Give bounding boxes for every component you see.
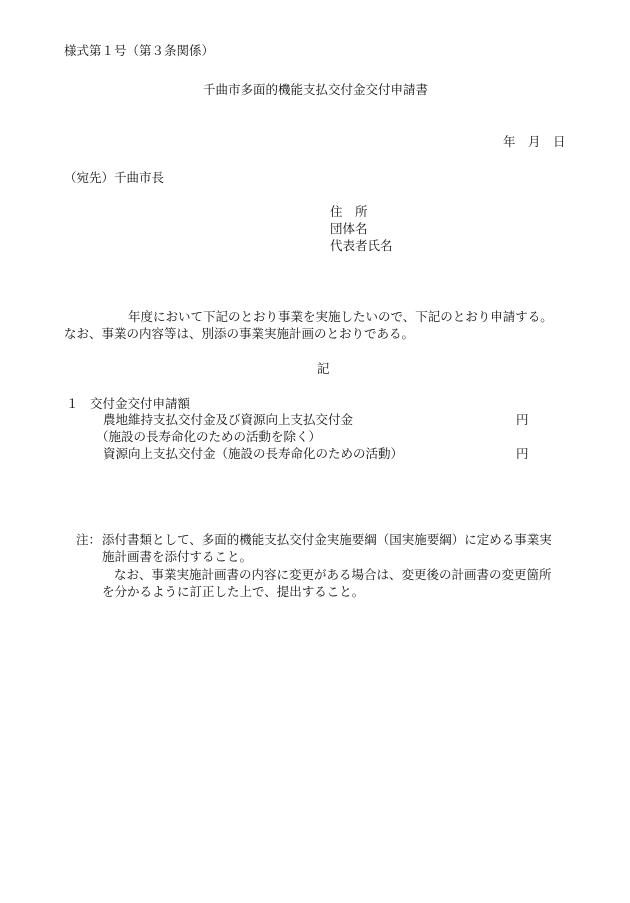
section-number: １ — [66, 396, 79, 411]
form-number: 様式第１号（第３条関係） — [64, 43, 215, 58]
address-label: 住 所 — [330, 204, 368, 219]
note-line-1: 添付書類として、多面的機能支払交付金実施要綱（国実施要綱）に定める事業実 — [102, 532, 552, 547]
organization-label: 団体名 — [330, 221, 368, 236]
representative-label: 代表者氏名 — [330, 238, 393, 253]
section-heading: 交付金交付申請額 — [90, 396, 191, 411]
addressee: （宛先）千曲市長 — [64, 170, 165, 185]
note-line-4: を分かるように訂正した上で、提出すること。 — [102, 584, 365, 599]
body-line-1: 年度において下記のとおり事業を実施したいので、下記のとおり申請する。 — [128, 309, 553, 324]
note-line-2: 施計画書を添付すること。 — [102, 549, 253, 564]
body-line-2: なお、事業の内容等は、別添の事業実施計画のとおりである。 — [64, 326, 415, 341]
item-2-unit: 円 — [516, 446, 529, 461]
item-1-unit: 円 — [516, 412, 529, 427]
item-1-sublabel: （施設の長寿命化のための活動を除く） — [96, 429, 322, 444]
document-title: 千曲市多面的機能支払交付金交付申請書 — [203, 82, 429, 97]
note-prefix: 注： — [76, 532, 102, 547]
item-2-label: 資源向上支払交付金（施設の長寿命化のための活動） — [103, 446, 404, 461]
ki-mark: 記 — [317, 361, 330, 376]
date-line: 年 月 日 — [503, 134, 566, 149]
item-1-label: 農地維持支払交付金及び資源向上支払交付金 — [103, 412, 354, 427]
note-line-3: なお、事業実施計画書の内容に変更がある場合は、変更後の計画書の変更箇所 — [114, 567, 552, 582]
